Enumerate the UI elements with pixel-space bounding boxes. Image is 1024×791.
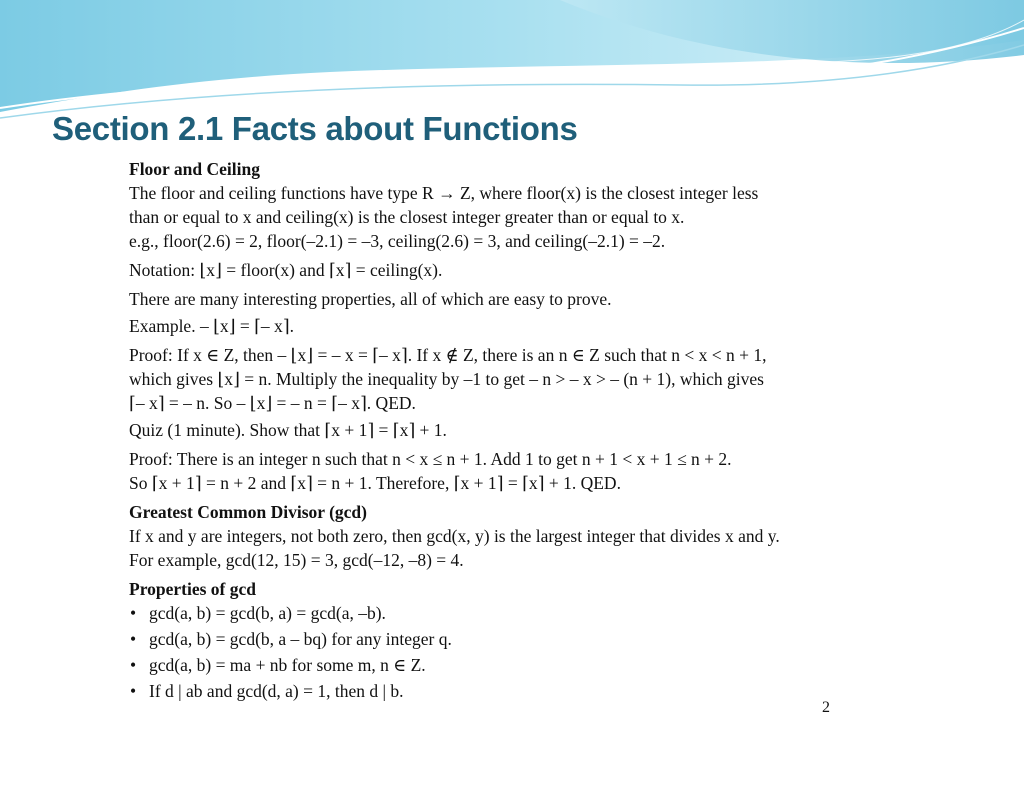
definition-line-2: than or equal to x and ceiling(x) is the closest integer greater than or equal to x. <box>129 207 685 227</box>
gcd-properties-heading: Properties of gcd <box>129 579 257 599</box>
proof-line-1: Proof: If x ∈ Z, then – ⌊x⌋ = – x = ⌈– x⌉. If x ∉ Z, there is an n ∈ Z such that n < x < n + 1, <box>129 345 767 365</box>
gcd-definition-line: If x and y are integers, not both zero, then gcd(x, y) is the largest integer that divides x and y. <box>129 526 780 546</box>
definition-line-1: The floor and ceiling functions have type R → Z, where floor(x) is the closest integer less <box>129 183 759 203</box>
proof-line-3: ⌈– x⌉ = – n. So – ⌊x⌋ = – n = ⌈– x⌉. QED. <box>129 393 416 413</box>
proof-line-2: which gives ⌊x⌋ = n. Multiply the inequality by –1 to get – n > – x > – (n + 1), which gives <box>129 369 764 389</box>
floor-ceiling-heading: Floor and Ceiling <box>129 159 260 179</box>
gcd-property-bullet: • gcd(a, b) = gcd(b, a – bq) for any integer q. <box>129 627 869 653</box>
page-number: 2 <box>822 699 830 716</box>
gcd-example-line: For example, gcd(12, 15) = 3, gcd(–12, –8) = 4. <box>129 550 464 570</box>
gcd-heading: Greatest Common Divisor (gcd) <box>129 502 367 522</box>
example-line: Example. – ⌊x⌋ = ⌈– x⌉. <box>129 316 295 336</box>
example-values-line: e.g., floor(2.6) = 2, floor(–2.1) = –3, ceiling(2.6) = 3, and ceiling(–2.1) = –2. <box>129 231 666 251</box>
gcd-property-bullet: • gcd(a, b) = ma + nb for some m, n ∈ Z. <box>129 653 869 679</box>
quiz-proof-line-1: Proof: There is an integer n such that n < x ≤ n + 1. Add 1 to get n + 1 < x + 1 ≤ n + 2. <box>129 449 732 469</box>
quiz-proof-line-2: So ⌈x + 1⌉ = n + 2 and ⌈x⌉ = n + 1. Therefore, ⌈x + 1⌉ = ⌈x⌉ + 1. QED. <box>129 473 621 493</box>
notation-line: Notation: ⌊x⌋ = floor(x) and ⌈x⌉ = ceiling(x). <box>129 260 443 280</box>
gcd-property-bullet: • If d | ab and gcd(d, a) = 1, then d | b. <box>129 679 869 705</box>
slide-content <box>129 157 869 705</box>
quiz-line: Quiz (1 minute). Show that ⌈x + 1⌉ = ⌈x⌉ + 1. <box>129 420 447 440</box>
properties-intro-line: There are many interesting properties, all of which are easy to prove. <box>129 289 612 309</box>
gcd-property-bullet: • gcd(a, b) = gcd(b, a) = gcd(a, –b). <box>129 601 869 627</box>
slide-title: Section 2.1 Facts about Functions <box>52 110 578 147</box>
